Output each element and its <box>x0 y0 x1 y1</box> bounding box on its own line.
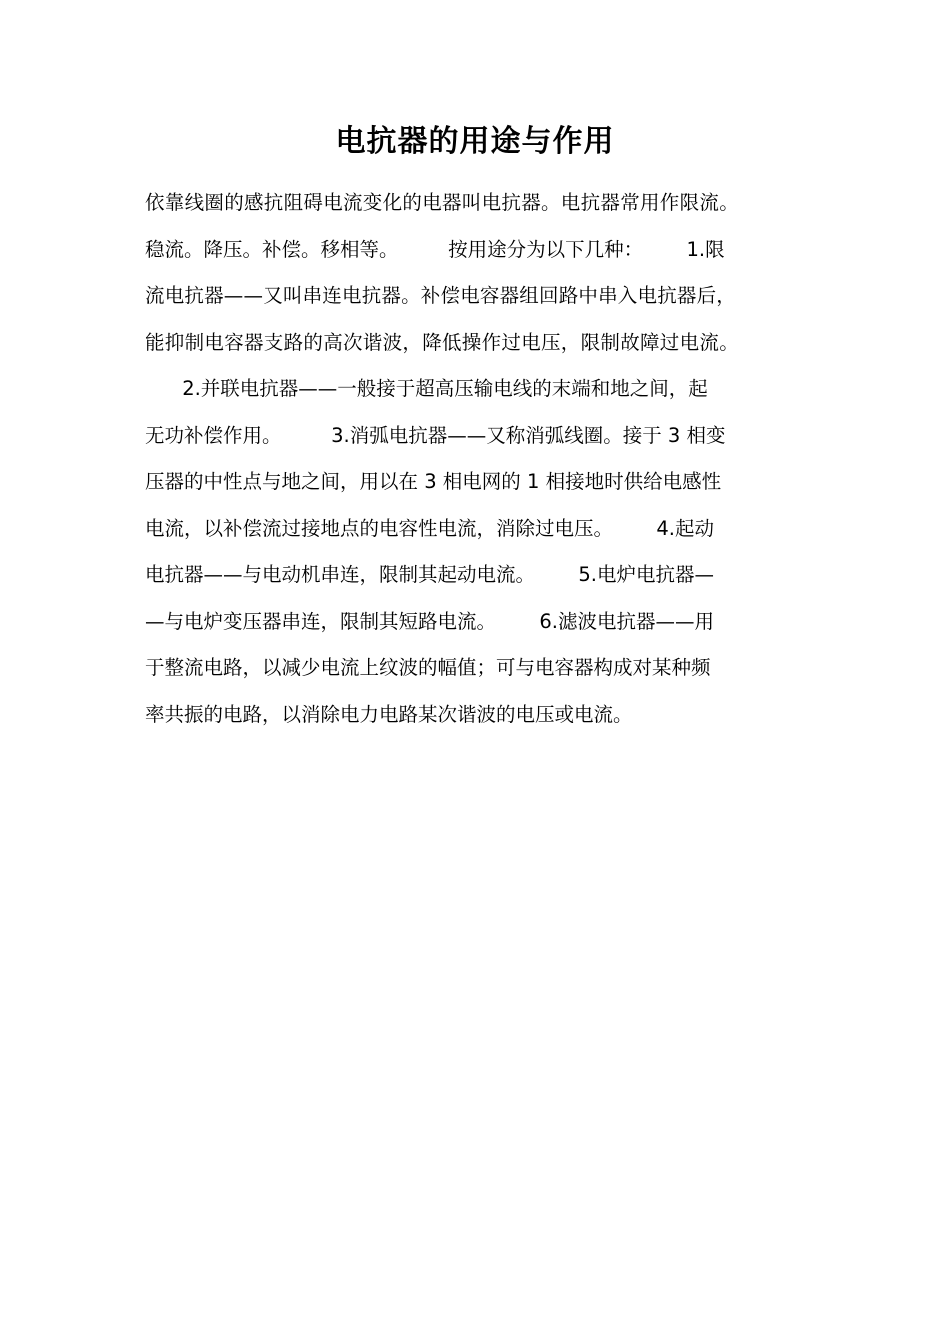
body-line: 稳流。降压。补偿。移相等。 按用途分为以下几种： 1.限 <box>145 237 725 261</box>
body-line: 2.并联电抗器——一般接于超高压输电线的末端和地之间，起 <box>145 377 708 400</box>
body-line: —与电炉变压器串连，限制其短路电流。 6.滤波电抗器——用 <box>145 609 714 633</box>
body-line: 流电抗器——又叫串连电抗器。补偿电容器组回路中串入电抗器后， <box>145 284 737 307</box>
body-line: 率共振的电路，以消除电力电路某次谐波的电压或电流。 <box>145 702 633 726</box>
body-line: 电抗器——与电动机串连，限制其起动电流。 5.电炉电抗器— <box>145 563 714 586</box>
document-title: 电抗器的用途与作用 <box>335 124 615 159</box>
body-line: 无功补偿作用。 3.消弧电抗器——又称消弧线圈。接于 3 相变 <box>145 423 726 447</box>
document-body <box>145 180 825 738</box>
body-line: 能抑制电容器支路的高次谐波，降低操作过电压，限制故障过电流。 <box>145 330 740 354</box>
body-line: 依靠线圈的感抗阻碍电流变化的电器叫电抗器。电抗器常用作限流。 <box>145 191 740 214</box>
body-line: 压器的中性点与地之间，用以在 3 相电网的 1 相接地时供给电感性 <box>145 470 722 493</box>
body-line: 于整流电路，以减少电流上纹波的幅值；可与电容器构成对某种频 <box>145 656 711 679</box>
body-line: 电流，以补偿流过接地点的电容性电流，消除过电压。 4.起动 <box>145 516 714 540</box>
